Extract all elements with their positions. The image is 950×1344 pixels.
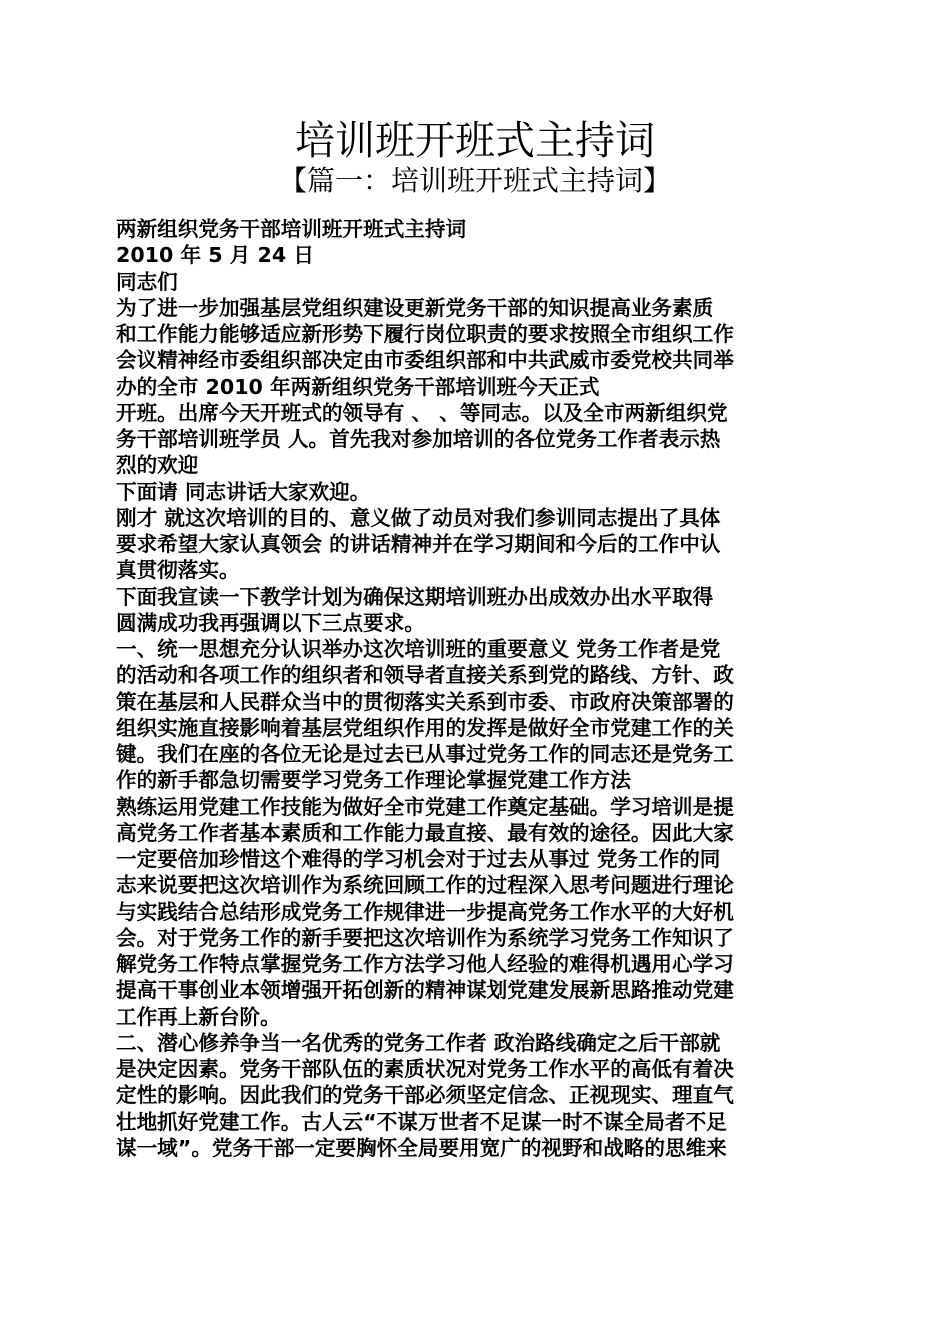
body-text-line: 是决定因素。党务干部队伍的素质状况对党务工作水平的高低有着决 bbox=[116, 1057, 734, 1081]
body-text-line: 刚才 就这次培训的目的、意义做了动员对我们参训同志提出了具体 bbox=[116, 505, 721, 530]
body-text-line: 2010 年 5 月 24 日 bbox=[116, 243, 314, 268]
body-text-line: 二、潜心修养争当一名优秀的党务工作者 政治路线确定之后干部就 bbox=[116, 1030, 721, 1055]
body-text-line: 高党务工作者基本素质和工作能力最直接、最有效的途径。因此大家 bbox=[116, 820, 734, 845]
body-text-line: 为了进一步加强基层党组织建设更新党务干部的知识提高业务素质 bbox=[116, 295, 714, 320]
body-text-line: 和工作能力能够适应新形势下履行岗位职责的要求按照全市组织工作 bbox=[116, 322, 734, 346]
body-text-line: 圆满成功我再强调以下三点要求。 bbox=[116, 610, 425, 635]
body-text-line: 组织实施直接影响着基层党组织作用的发挥是做好全市党建工作的关 bbox=[116, 715, 734, 740]
body-text-line: 的活动和各项工作的组织者和领导者直接关系到党的路线、方针、政 bbox=[116, 663, 734, 688]
body-text-line: 键。我们在座的各位无论是过去已从事过党务工作的同志还是党务工 bbox=[116, 742, 734, 766]
body-text-line: 开班。出席今天开班式的领导有 、 、等同志。以及全市两新组织党 bbox=[116, 400, 728, 425]
body-text-line: 谋一域”。党务干部一定要胸怀全局要用宽广的视野和战略的思维来 bbox=[116, 1135, 727, 1160]
body-text-line: 同志们 bbox=[116, 269, 178, 294]
body-text-line: 两新组织党务干部培训班开班式主持词 bbox=[116, 217, 467, 241]
body-text-line: 解党务工作特点掌握党务工作方法学习他人经验的难得机遇用心学习 bbox=[116, 952, 734, 976]
body-text-line: 熟练运用党建工作技能为做好全市党建工作奠定基础。学习培训是提 bbox=[116, 794, 734, 819]
body-text-line: 工作再上新台阶。 bbox=[116, 1004, 281, 1029]
body-text-line: 作的新手都急切需要学习党务工作理论掌握党建工作方法 bbox=[116, 768, 631, 793]
document-title: 培训班开班式主持词 bbox=[295, 118, 655, 164]
body-text-line: 下面请 同志讲话大家欢迎。 bbox=[116, 479, 371, 504]
body-text-line: 会。对于党务工作的新手要把这次培训作为系统学习党务工作知识了 bbox=[116, 925, 734, 950]
body-text-line: 与实践结合总结形成党务工作规律进一步提高党务工作水平的大好机 bbox=[116, 899, 734, 924]
body-text-line: 策在基层和人民群众当中的贯彻落实关系到市委、市政府决策部署的 bbox=[116, 689, 734, 714]
body-text-line: 要求希望大家认真领会 的讲话精神并在学习期间和今后的工作中认 bbox=[116, 532, 721, 556]
document-body bbox=[116, 216, 838, 1161]
body-text-line: 办的全市 2010 年两新组织党务干部培训班今天正式 bbox=[116, 374, 600, 399]
body-text-line: 志来说要把这次培训作为系统回顾工作的过程深入思考问题进行理论 bbox=[116, 873, 734, 898]
body-text-line: 下面我宣读一下教学计划为确保这期培训班办出成效办出水平取得 bbox=[116, 584, 714, 609]
body-text-line: 真贯彻落实。 bbox=[116, 558, 240, 583]
body-text-line: 一定要倍加珍惜这个难得的学习机会对于过去从事过 党务工作的同 bbox=[116, 847, 721, 871]
body-text-line: 定性的影响。因此我们的党务干部必须坚定信念、正视现实、理直气 bbox=[116, 1083, 734, 1108]
body-text-line: 壮地抓好党建工作。古人云“不谋万世者不足谋一时不谋全局者不足 bbox=[116, 1109, 727, 1134]
document-subtitle: 【篇一：培训班开班式主持词】 bbox=[278, 164, 671, 197]
body-text-line: 会议精神经市委组织部决定由市委组织部和中共武威市委党校共同举 bbox=[116, 348, 734, 373]
body-text-line: 一、统一思想充分认识举办这次培训班的重要意义 党务工作者是党 bbox=[116, 637, 721, 661]
body-text-line: 烈的欢迎 bbox=[116, 453, 199, 478]
body-text-line: 提高干事创业本领增强开拓创新的精神谋划党建发展新思路推动党建 bbox=[116, 978, 734, 1003]
body-text-line: 务干部培训班学员 人。首先我对参加培训的各位党务工作者表示热 bbox=[116, 427, 721, 451]
